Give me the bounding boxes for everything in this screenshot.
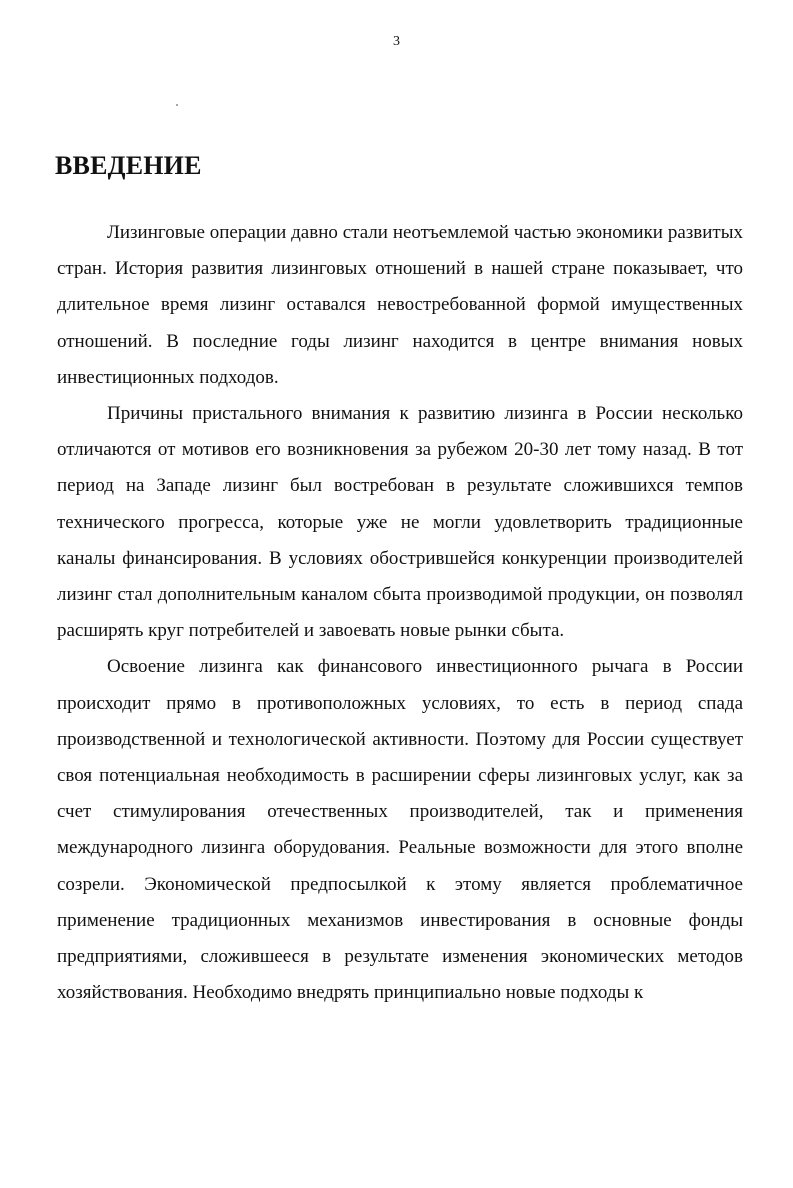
paragraph-3: Освоение лизинга как финансового инвестиционного рычага в России происходит прямо в противоположных условиях, то есть в период спада производственной и технологической активности. Поэтому для России существует своя потенциальная необходимость в расширении сферы лизинговых услуг, как за счет стимулирования отечественных производителей, так и применения международного лизинга оборудования. Реальные возможности для этого вполне созрели. Экономической предпосылкой к этому является проблематичное применение традиционных механизмов инвестирования в основные фонды предприятиями, сложившееся в результате изменения экономических методов хозяйствования. Необходимо внедрять принципиально новые подходы к — [57, 656, 743, 1004]
paragraph-1: Лизинговые операции давно стали неотъемлемой частью экономики развитых стран. История развития лизинговых отношений в нашей стране показывает, что длительное время лизинг оставался невостребованной формой имущественных отношений. В последние годы лизинг находится в центре внимания новых инвестиционных подходов. — [57, 222, 743, 388]
page-title: ВВЕДЕНИЕ — [55, 151, 202, 180]
paragraph-2: Причины пристального внимания к развитию лизинга в России несколько отличаются от мотивов его возникновения за рубежом 20-30 лет тому назад. В тот период на Западе лизинг был востребован в результате сложившихся темпов технического прогресса, которые уже не могли удовлетворить традиционные каналы финансирования. В условиях обострившейся конкуренции производителей лизинг стал дополнительным каналом сбыта производимой продукции, он позволял расширять круг потребителей и завоевать новые рынки сбыта. — [57, 403, 743, 642]
scan-speck — [176, 104, 178, 106]
page-number: 3 — [393, 34, 400, 49]
body-text — [57, 215, 743, 1011]
